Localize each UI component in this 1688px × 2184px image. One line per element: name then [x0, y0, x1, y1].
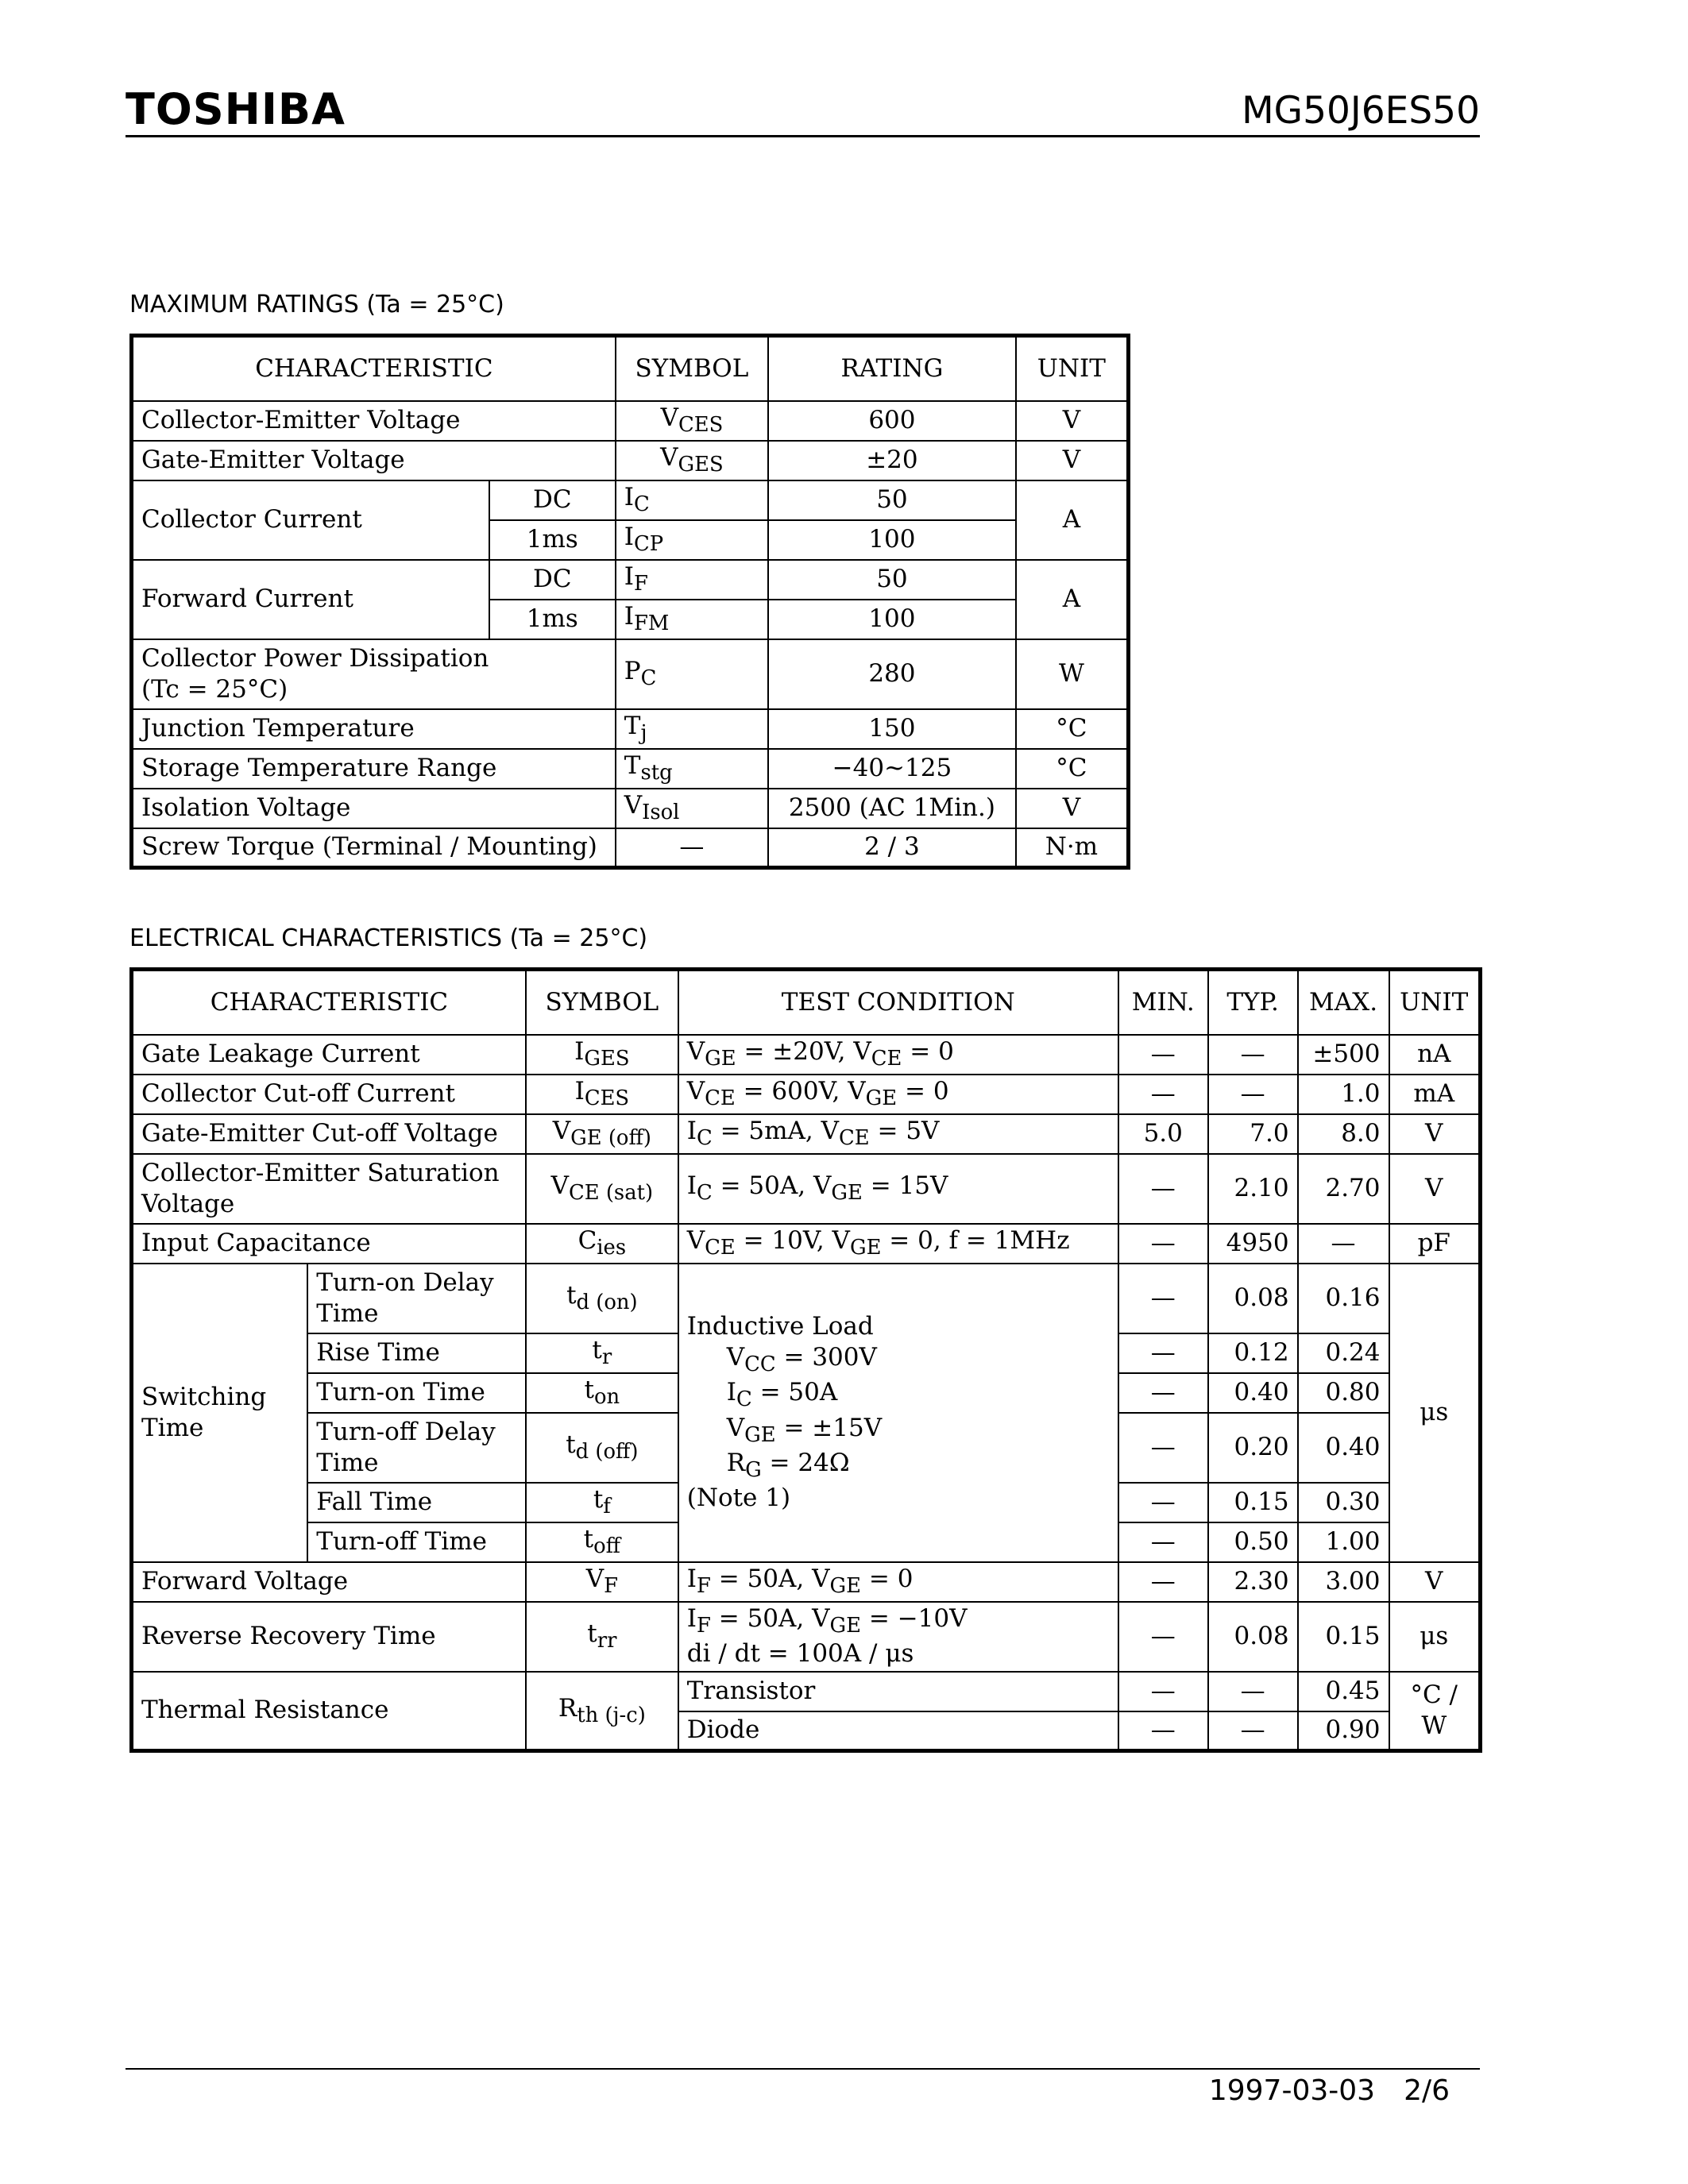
part-number: MG50J6ES50: [1242, 89, 1480, 133]
typ: 0.08: [1208, 1602, 1298, 1672]
table-row: [132, 639, 1129, 709]
col-unit: UNIT: [1389, 970, 1481, 1035]
unit: V: [1016, 789, 1129, 828]
min: —: [1118, 1035, 1208, 1075]
table-row: [132, 401, 1129, 441]
footer-date: 1997-03-03: [1208, 2074, 1376, 2107]
symbol: $P_C$: [616, 639, 768, 709]
test-condition: $I_C = 5mA$, $V_{CE} = 5V$: [678, 1114, 1118, 1154]
unit: W: [1016, 639, 1129, 709]
col-unit: UNIT: [1016, 336, 1129, 401]
symbol: $I_{GES}$: [526, 1035, 678, 1075]
max: 0.40: [1298, 1413, 1389, 1483]
unit: °C: [1016, 749, 1129, 789]
table-row: [132, 560, 1129, 600]
symbol: $I_{CES}$: [526, 1075, 678, 1114]
test-condition: $V_{CE} = 10V$, $V_{GE} = 0$, f = 1MHz: [678, 1224, 1118, 1264]
min: —: [1118, 1711, 1208, 1751]
characteristic: Reverse Recovery Time: [132, 1602, 526, 1672]
characteristic: Collector Power Dissipation (Tc = 25°C): [132, 639, 616, 709]
min: —: [1118, 1602, 1208, 1672]
typ: 0.08: [1208, 1264, 1298, 1333]
typ: 0.15: [1208, 1483, 1298, 1522]
characteristic: Junction Temperature: [132, 709, 616, 749]
test-condition: $I_F = 50A$, $V_{GE} = 0$: [678, 1562, 1118, 1602]
characteristic: Turn-on Time: [307, 1373, 526, 1413]
min: —: [1118, 1333, 1208, 1373]
symbol: $t_{on}$: [526, 1373, 678, 1413]
unit: V: [1016, 441, 1129, 480]
unit: nA: [1389, 1035, 1481, 1075]
rating: 600: [768, 401, 1016, 441]
switching-test-condition: Inductive Load $V_{CC} = 300V$ $I_C = 50A$ $V_{GE} = \pm 15V$ $R_G = 24\Omega$ (Note 1): [678, 1264, 1118, 1562]
table-row: [132, 480, 1129, 520]
unit: N·m: [1016, 828, 1129, 868]
symbol: $C_{ies}$: [526, 1224, 678, 1264]
rating: 150: [768, 709, 1016, 749]
max: 0.45: [1298, 1672, 1389, 1711]
table-header-row: [132, 336, 1129, 401]
col-test-condition: TEST CONDITION: [678, 970, 1118, 1035]
characteristic: Thermal Resistance: [132, 1672, 526, 1751]
col-symbol: SYMBOL: [526, 970, 678, 1035]
rating: 2500 (AC 1Min.): [768, 789, 1016, 828]
symbol: $T_j$: [616, 709, 768, 749]
characteristic: Collector Current: [132, 480, 489, 560]
max-ratings-title: MAXIMUM RATINGS (Ta = 25°C): [129, 291, 504, 318]
footer-rule: [126, 2068, 1480, 2070]
test-condition: Diode: [678, 1711, 1118, 1751]
col-rating: RATING: [768, 336, 1016, 401]
max: —: [1298, 1224, 1389, 1264]
table-row: [132, 1154, 1481, 1224]
unit: mA: [1389, 1075, 1481, 1114]
characteristic: Rise Time: [307, 1333, 526, 1373]
min: —: [1118, 1224, 1208, 1264]
characteristic: Turn-on Delay Time: [307, 1264, 526, 1333]
characteristic: Forward Current: [132, 560, 489, 639]
unit: A: [1016, 560, 1129, 639]
characteristic: Input Capacitance: [132, 1224, 526, 1264]
characteristic: Collector-Emitter Saturation Voltage: [132, 1154, 526, 1224]
unit: °C: [1016, 709, 1129, 749]
characteristic: Gate-Emitter Cut-off Voltage: [132, 1114, 526, 1154]
col-typ: TYP.: [1208, 970, 1298, 1035]
max: 0.90: [1298, 1711, 1389, 1751]
table-row: [132, 1264, 1481, 1333]
characteristic: Gate-Emitter Voltage: [132, 441, 616, 480]
col-characteristic: CHARACTERISTIC: [132, 336, 616, 401]
symbol: $I_{FM}$: [616, 600, 768, 639]
test-condition: $I_C = 50A$, $V_{GE} = 15V$: [678, 1154, 1118, 1224]
min: —: [1118, 1413, 1208, 1483]
characteristic: Forward Voltage: [132, 1562, 526, 1602]
rating: 100: [768, 520, 1016, 560]
page-number: 2/6: [1404, 2074, 1450, 2107]
col-characteristic: CHARACTERISTIC: [132, 970, 526, 1035]
unit: °C / W: [1389, 1672, 1481, 1751]
typ: —: [1208, 1075, 1298, 1114]
unit: V: [1389, 1154, 1481, 1224]
symbol: —: [616, 828, 768, 868]
characteristic: Screw Torque (Terminal / Mounting): [132, 828, 616, 868]
typ: 0.12: [1208, 1333, 1298, 1373]
max: 0.80: [1298, 1373, 1389, 1413]
characteristic: Fall Time: [307, 1483, 526, 1522]
test-condition: $V_{GE} = \pm 20V$, $V_{CE} = 0$: [678, 1035, 1118, 1075]
max: 8.0: [1298, 1114, 1389, 1154]
table-row: [132, 828, 1129, 868]
max: 1.0: [1298, 1075, 1389, 1114]
test-condition: $I_F = 50A$, $V_{GE} = -10V$ di / dt = 100A / μs: [678, 1602, 1118, 1672]
symbol: $I_{CP}$: [616, 520, 768, 560]
condition: 1ms: [489, 600, 616, 639]
table-row: [132, 1114, 1481, 1154]
test-condition: $V_{CE} = 600V$, $V_{GE} = 0$: [678, 1075, 1118, 1114]
characteristic: Collector-Emitter Voltage: [132, 401, 616, 441]
condition: 1ms: [489, 520, 616, 560]
min: —: [1118, 1264, 1208, 1333]
table-row: [132, 709, 1129, 749]
col-max: MAX.: [1298, 970, 1389, 1035]
symbol: $I_C$: [616, 480, 768, 520]
typ: 2.30: [1208, 1562, 1298, 1602]
max: ±500: [1298, 1035, 1389, 1075]
symbol: $I_F$: [616, 560, 768, 600]
rating: 100: [768, 600, 1016, 639]
max: 0.16: [1298, 1264, 1389, 1333]
max: 2.70: [1298, 1154, 1389, 1224]
min: 5.0: [1118, 1114, 1208, 1154]
unit: V: [1389, 1562, 1481, 1602]
rating: 2 / 3: [768, 828, 1016, 868]
symbol: $V_{GES}$: [616, 441, 768, 480]
header-rule: [126, 135, 1480, 137]
unit: pF: [1389, 1224, 1481, 1264]
min: —: [1118, 1483, 1208, 1522]
symbol: $t_{d (on)}$: [526, 1264, 678, 1333]
table-row: [132, 1602, 1481, 1672]
rating: ±20: [768, 441, 1016, 480]
characteristic: Turn-off Delay Time: [307, 1413, 526, 1483]
min: —: [1118, 1562, 1208, 1602]
table-row: [132, 789, 1129, 828]
max-ratings-table: [129, 334, 1130, 870]
typ: 0.20: [1208, 1413, 1298, 1483]
typ: 4950: [1208, 1224, 1298, 1264]
table-row: [132, 1035, 1481, 1075]
max: 0.30: [1298, 1483, 1389, 1522]
unit: μs: [1389, 1602, 1481, 1672]
table-row: [132, 1075, 1481, 1114]
condition: DC: [489, 560, 616, 600]
symbol: $t_r$: [526, 1333, 678, 1373]
symbol: $V_{CES}$: [616, 401, 768, 441]
symbol: $t_{rr}$: [526, 1602, 678, 1672]
table-row: [132, 1224, 1481, 1264]
electrical-table: [129, 967, 1482, 1753]
condition: DC: [489, 480, 616, 520]
symbol: $t_{d (off)}$: [526, 1413, 678, 1483]
typ: 0.50: [1208, 1522, 1298, 1562]
table-row: [132, 1672, 1481, 1711]
unit: V: [1389, 1114, 1481, 1154]
min: —: [1118, 1154, 1208, 1224]
typ: 2.10: [1208, 1154, 1298, 1224]
typ: 7.0: [1208, 1114, 1298, 1154]
symbol: $V_{Isol}$: [616, 789, 768, 828]
unit: A: [1016, 480, 1129, 560]
table-row: [132, 1562, 1481, 1602]
symbol: $T_{stg}$: [616, 749, 768, 789]
max: 0.15: [1298, 1602, 1389, 1672]
symbol: $V_F$: [526, 1562, 678, 1602]
test-condition: Transistor: [678, 1672, 1118, 1711]
table-row: [132, 749, 1129, 789]
unit: V: [1016, 401, 1129, 441]
rating: −40~125: [768, 749, 1016, 789]
symbol: $t_f$: [526, 1483, 678, 1522]
typ: —: [1208, 1672, 1298, 1711]
typ: 0.40: [1208, 1373, 1298, 1413]
characteristic: Collector Cut-off Current: [132, 1075, 526, 1114]
symbol: $R_{th (j-c)}$: [526, 1672, 678, 1751]
table-header-row: [132, 970, 1481, 1035]
min: —: [1118, 1075, 1208, 1114]
symbol: $V_{GE (off)}$: [526, 1114, 678, 1154]
min: —: [1118, 1522, 1208, 1562]
characteristic: Storage Temperature Range: [132, 749, 616, 789]
col-min: MIN.: [1118, 970, 1208, 1035]
symbol: $t_{off}$: [526, 1522, 678, 1562]
electrical-title: ELECTRICAL CHARACTERISTICS (Ta = 25°C): [129, 924, 648, 952]
characteristic: Isolation Voltage: [132, 789, 616, 828]
max: 0.24: [1298, 1333, 1389, 1373]
typ: —: [1208, 1711, 1298, 1751]
rating: 50: [768, 560, 1016, 600]
col-symbol: SYMBOL: [616, 336, 768, 401]
unit: μs: [1389, 1264, 1481, 1562]
characteristic: Turn-off Time: [307, 1522, 526, 1562]
rating: 50: [768, 480, 1016, 520]
rating: 280: [768, 639, 1016, 709]
footer: [1209, 2074, 1450, 2107]
max: 1.00: [1298, 1522, 1389, 1562]
typ: —: [1208, 1035, 1298, 1075]
symbol: $V_{CE (sat)}$: [526, 1154, 678, 1224]
max: 3.00: [1298, 1562, 1389, 1602]
characteristic: Gate Leakage Current: [132, 1035, 526, 1075]
min: —: [1118, 1672, 1208, 1711]
table-row: [132, 441, 1129, 480]
switching-group-label: Switching Time: [132, 1264, 308, 1562]
brand-logo: TOSHIBA: [126, 84, 346, 134]
min: —: [1118, 1373, 1208, 1413]
